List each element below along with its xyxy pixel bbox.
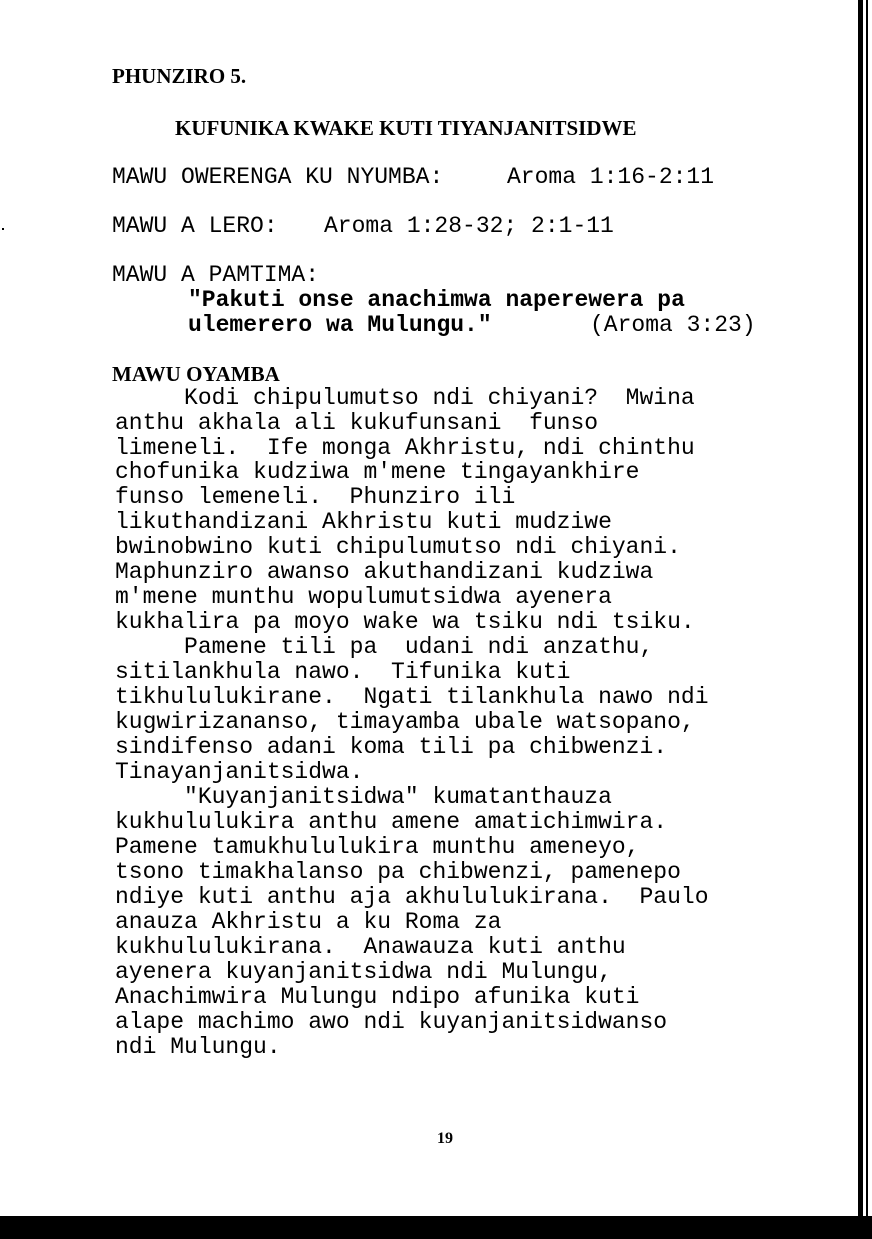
body-line: anauza Akhristu a ku Roma za [115,909,502,935]
lesson-title: KUFUNIKA KWAKE KUTI TIYANJANITSIDWE [175,116,637,140]
memory-verse-line-2: ulemerero wa Mulungu." [188,312,492,338]
memory-verse-label: MAWU A PAMTIMA: [112,262,320,288]
body-line: chofunika kudziwa m'mene tingayankhire [115,459,640,485]
body-line: kukhululukirana. Anawauza kuti anthu [115,934,626,960]
body-line: bwinobwino kuti chipulumutso ndi chiyani. [115,534,681,560]
body-line: tikhululukirane. Ngati tilankhula nawo ndi [115,684,709,710]
memory-verse-line-1: "Pakuti onse anachimwa naperewera pa [188,287,685,313]
scan-bottom-band [0,1216,872,1239]
intro-heading: MAWU OYAMBA [112,362,280,386]
body-line: funso lemeneli. Phunziro ili [115,484,516,510]
home-reading-ref: Aroma 1:16-2:11 [507,164,715,190]
chapter-heading: PHUNZIRO 5. [112,64,247,88]
today-reading-ref: Aroma 1:28-32; 2:1-11 [324,213,614,239]
scan-edge-rule [858,0,863,1216]
body-line: ayenera kuyanjanitsidwa ndi Mulungu, [115,959,612,985]
body-line: kugwirizananso, timayamba ubale watsopano, [115,709,695,735]
body-line: anthu akhala ali kukufunsani funso [115,410,599,436]
memory-verse-ref: (Aroma 3:23) [590,312,756,338]
body-line: Kodi chipulumutso ndi chiyani? Mwina [115,385,695,411]
body-line: Anachimwira Mulungu ndipo afunika kuti [115,984,640,1010]
body-line: "Kuyanjanitsidwa" kumatanthauza [115,784,612,810]
body-line: sindifenso adani koma tili pa chibwenzi. [115,734,668,760]
body-line: Maphunziro awanso akuthandizani kudziwa [115,559,654,585]
body-line: Pamene tamukhululukira munthu ameneyo, [115,834,640,860]
body-line: Tinayanjanitsidwa. [115,759,364,785]
body-line: sitilankhula nawo. Tifunika kuti [115,659,571,685]
body-line: ndiye kuti anthu aja akhululukirana. Paulo [115,884,709,910]
scan-speck [2,228,4,230]
scan-edge-rule-thin [866,0,868,1216]
home-reading-label: MAWU OWERENGA KU NYUMBA: [112,164,444,190]
body-line: kukhalira pa moyo wake wa tsiku ndi tsiku. [115,609,695,635]
body-line: Pamene tili pa udani ndi anzathu, [115,634,654,660]
page-number: 19 [437,1130,453,1147]
today-reading-label: MAWU A LERO: [112,213,278,239]
body-line: limeneli. Ife monga Akhristu, ndi chinthu [115,435,695,461]
body-line: alape machimo awo ndi kuyanjanitsidwanso [115,1009,668,1035]
body-line: tsono timakhalanso pa chibwenzi, pamenepo [115,859,681,885]
body-line: likuthandizani Akhristu kuti mudziwe [115,509,612,535]
body-line: m'mene munthu wopulumutsidwa ayenera [115,584,612,610]
body-line: kukhululukira anthu amene amatichimwira. [115,809,668,835]
body-line: ndi Mulungu. [115,1034,281,1060]
